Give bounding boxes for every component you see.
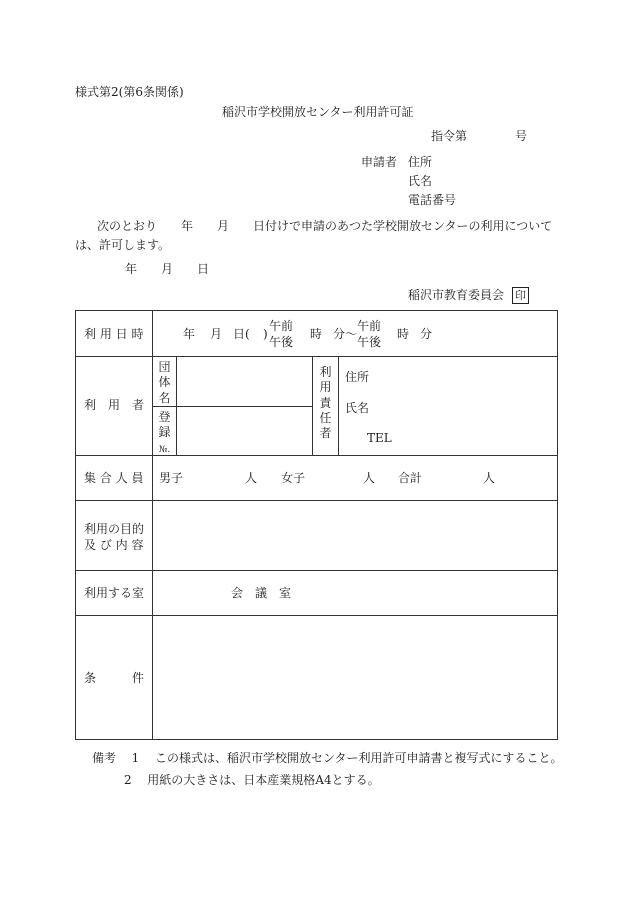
total-label: 合計 — [398, 470, 423, 485]
note-2-number: 2 — [124, 773, 132, 787]
registration-no-label: №. — [158, 444, 171, 455]
usage-datetime-label-cell — [76, 311, 153, 357]
row-usage-datetime — [76, 311, 558, 357]
group-name-label: 団体名 — [158, 360, 171, 405]
usage-datetime-label: 利 用 日 時 — [84, 327, 144, 341]
row-user-group — [76, 357, 558, 407]
group-name-label-cell — [153, 357, 177, 407]
note-2 — [92, 769, 563, 791]
weekday-close: ) — [263, 327, 268, 341]
conditions-label: 条 件 — [84, 670, 145, 685]
row-room — [76, 570, 558, 615]
notes-section — [92, 747, 563, 791]
note-1 — [92, 747, 563, 769]
registration-label-cell — [153, 407, 177, 456]
applicant-label: 申請者 — [361, 155, 398, 169]
start-minute-label: 分～ — [333, 327, 358, 341]
end-hour-label: 時 — [397, 327, 410, 341]
registration-label: 登録 — [158, 410, 171, 440]
attendance-label: 集 合 人 員 — [84, 470, 144, 485]
registration-number-field[interactable] — [177, 407, 313, 456]
applicant-phone-label: 電話番号 — [408, 193, 457, 207]
start-pm-label: 午後 — [269, 335, 294, 349]
room-label: 利用する室 — [84, 585, 145, 600]
usage-datetime-field[interactable] — [153, 311, 558, 357]
attendance-field[interactable] — [153, 455, 558, 500]
row-conditions — [76, 615, 558, 739]
seal-mark: 印 — [512, 287, 529, 304]
order-number-prefix: 指令第 — [431, 129, 468, 143]
issuer-seal — [512, 287, 529, 304]
year-label: 年 — [183, 327, 196, 341]
responsible-person-field[interactable] — [339, 357, 558, 456]
responsible-label-cell — [313, 357, 339, 456]
room-value: 会 議 室 — [231, 585, 292, 600]
note-1-number: 1 — [131, 751, 140, 765]
male-person-unit: 人 — [245, 470, 258, 485]
permit-form-table — [75, 310, 558, 740]
group-name-field[interactable] — [177, 357, 313, 407]
applicant-name-label: 氏名 — [408, 174, 433, 188]
room-label-cell — [76, 570, 153, 615]
form-id: 様式第2(第6条関係) — [75, 85, 184, 99]
row-purpose — [76, 500, 558, 570]
purpose-label-line2: 及 び 内 容 — [84, 537, 144, 552]
responsible-person-label: 利用責任者 — [319, 365, 332, 441]
note-1-text: この様式は、稲沢市学校開放センター利用許可申請書と複写式にすること。 — [154, 751, 563, 765]
body-text-line1: 次のとおり 年 月 日付けで申請のあつた学校開放センターの利用について — [97, 219, 553, 233]
note-2-text: 用紙の大きさは、日本産業規格A4とする。 — [147, 773, 380, 787]
user-label: 利 用 者 — [84, 398, 145, 412]
end-minute-label: 分 — [420, 327, 433, 341]
female-label: 女子 — [281, 470, 306, 485]
row-attendance — [76, 455, 558, 500]
responsible-name-label: 氏名 — [345, 401, 370, 415]
order-number-suffix: 号 — [515, 129, 528, 143]
purpose-label-line1: 利用の目的 — [84, 521, 145, 536]
attendance-label-cell — [76, 455, 153, 500]
issuer-name: 稲沢市教育委員会 — [408, 288, 505, 302]
male-label: 男子 — [159, 470, 184, 485]
month-label: 月 — [210, 327, 223, 341]
issue-date: 年 月 日 — [125, 262, 210, 276]
document-title: 稲沢市学校開放センター利用許可証 — [222, 105, 414, 119]
user-label-cell — [76, 357, 153, 456]
room-field[interactable] — [153, 570, 558, 615]
end-am-label: 午前 — [357, 319, 382, 333]
purpose-field[interactable] — [153, 500, 558, 570]
conditions-field[interactable] — [153, 615, 558, 739]
notes-heading: 備考 — [92, 751, 117, 765]
female-person-unit: 人 — [363, 470, 376, 485]
applicant-address-label: 住所 — [408, 155, 433, 169]
conditions-label-cell — [76, 615, 153, 739]
purpose-label-cell — [76, 500, 153, 570]
start-hour-label: 時 — [310, 327, 323, 341]
responsible-tel-label: TEL — [367, 431, 392, 445]
responsible-address-label: 住所 — [345, 370, 370, 384]
day-label: 日( — [233, 327, 250, 341]
total-person-unit: 人 — [483, 470, 496, 485]
end-pm-label: 午後 — [357, 335, 382, 349]
start-am-label: 午前 — [269, 319, 294, 333]
body-text-line2: は、許可します。 — [75, 238, 171, 252]
